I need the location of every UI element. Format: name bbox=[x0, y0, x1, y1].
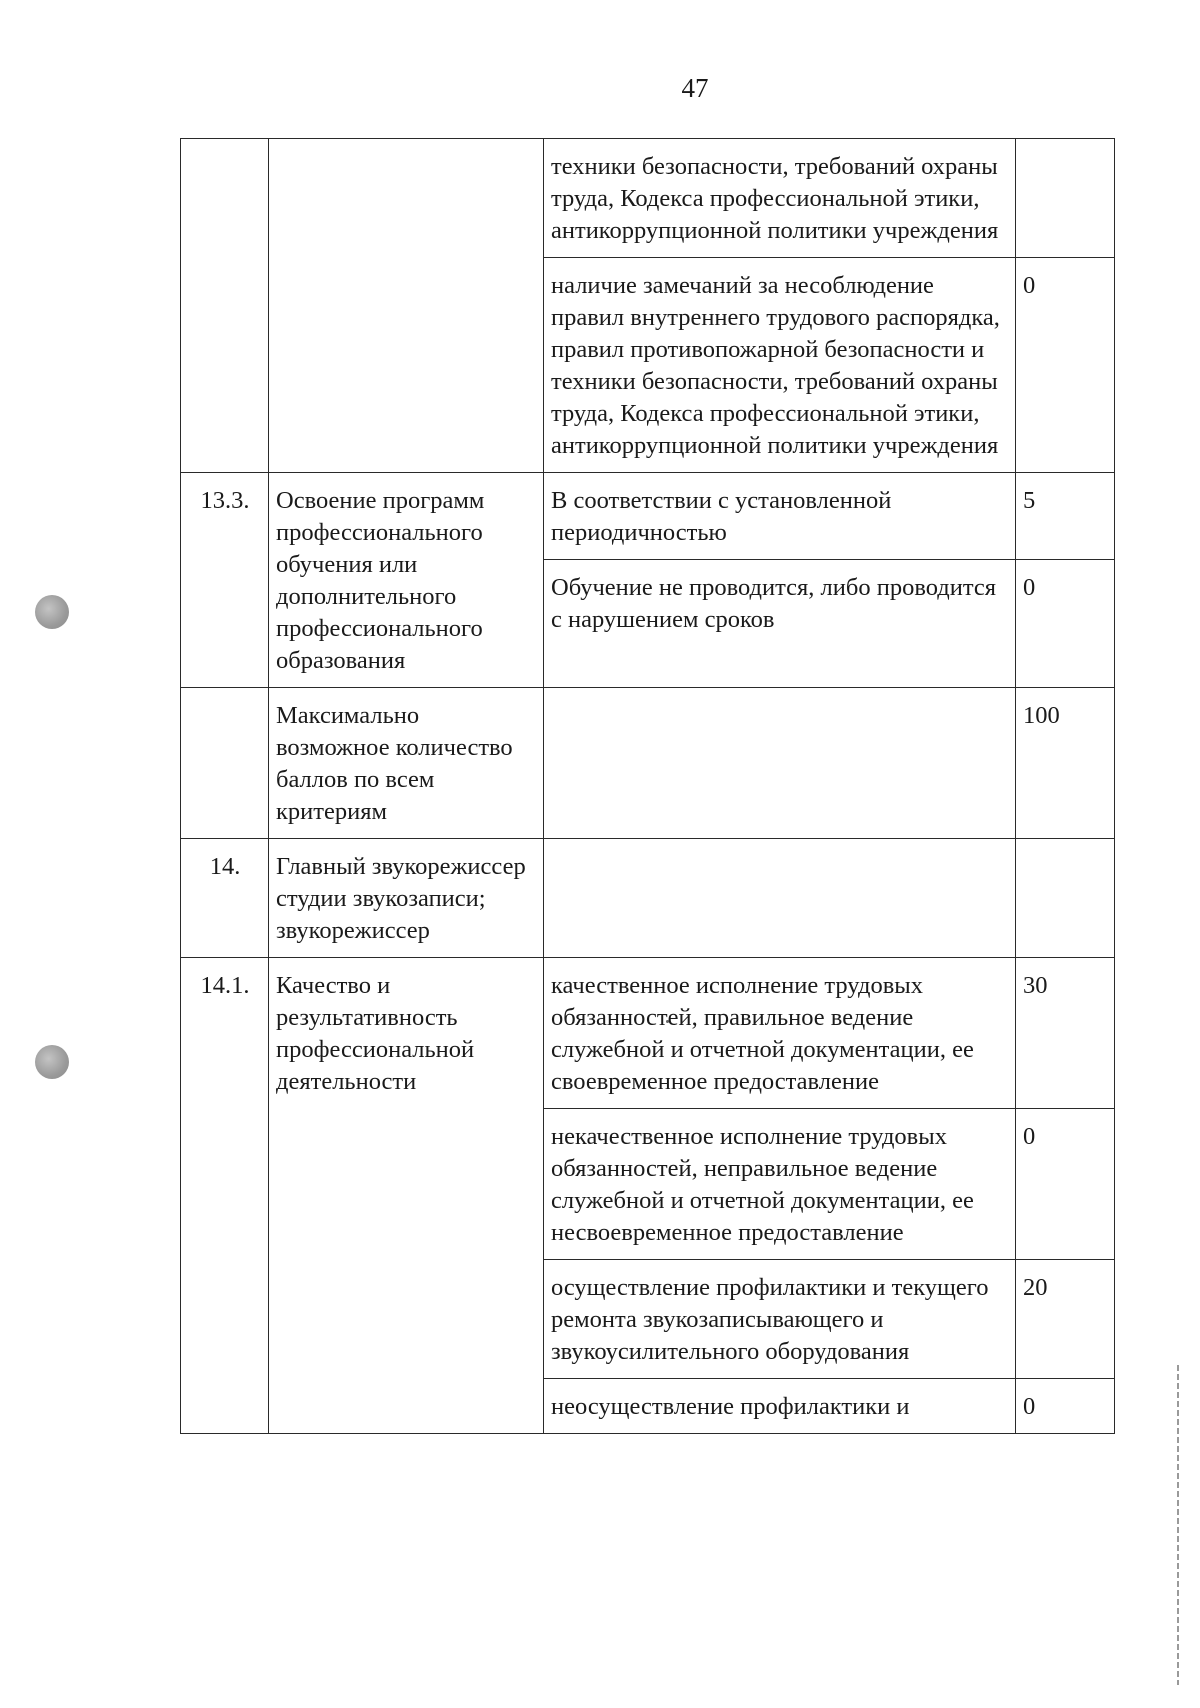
indicator-cell: Освоение программ профессионального обучения или дополнительного профессионального образования bbox=[269, 473, 544, 688]
points-cell: 0 bbox=[1016, 560, 1115, 688]
table-row bbox=[181, 839, 1115, 958]
table-row bbox=[181, 958, 1115, 1109]
criterion-cell: В соответствии с установленной периодичностью bbox=[544, 473, 1016, 560]
criterion-cell: Обучение не проводится, либо проводится с нарушением сроков bbox=[544, 560, 1016, 688]
points-cell: 100 bbox=[1016, 688, 1115, 839]
points-cell: 20 bbox=[1016, 1260, 1115, 1379]
indicator-cell: Максимально возможное количество баллов по всем критериям bbox=[269, 688, 544, 839]
points-cell: 30 bbox=[1016, 958, 1115, 1109]
criterion-cell: некачественное исполнение трудовых обязанностей, неправильное ведение служебной и отчетной документации, ее несвоевременное предоставление bbox=[544, 1109, 1016, 1260]
indicator-cell: Качество и результативность профессиональной деятельности bbox=[269, 958, 544, 1434]
number-cell bbox=[181, 139, 269, 473]
criterion-cell bbox=[544, 688, 1016, 839]
points-cell bbox=[1016, 139, 1115, 258]
criterion-cell: осуществление профилактики и текущего ремонта звукозаписывающего и звукоусилительного оборудования bbox=[544, 1260, 1016, 1379]
punch-hole-upper bbox=[35, 595, 69, 629]
points-cell: 5 bbox=[1016, 473, 1115, 560]
criteria-table bbox=[180, 138, 1115, 1434]
criterion-cell bbox=[544, 839, 1016, 958]
number-cell bbox=[181, 688, 269, 839]
scan-edge-artifact bbox=[1177, 1365, 1179, 1685]
number-cell: 14.1. bbox=[181, 958, 269, 1434]
table-row bbox=[181, 688, 1115, 839]
points-cell: 0 bbox=[1016, 258, 1115, 473]
criterion-cell: качественное исполнение трудовых обязанностей, правильное ведение служебной и отчетной документации, ее своевременное предоставление bbox=[544, 958, 1016, 1109]
table-row bbox=[181, 473, 1115, 560]
points-cell: 0 bbox=[1016, 1109, 1115, 1260]
table-row bbox=[181, 139, 1115, 258]
criterion-cell: наличие замечаний за несоблюдение правил внутреннего трудового распорядка, правил противопожарной безопасности и техники безопасности, требований охраны труда, Кодекса профессиональной этики, антикоррупционной политики учреждения bbox=[544, 258, 1016, 473]
page-number: 47 bbox=[681, 73, 709, 103]
number-cell: 13.3. bbox=[181, 473, 269, 688]
points-cell bbox=[1016, 839, 1115, 958]
indicator-cell: Главный звукорежиссер студии звукозаписи; звукорежиссер bbox=[269, 839, 544, 958]
number-cell: 14. bbox=[181, 839, 269, 958]
criterion-cell: неосуществление профилактики и bbox=[544, 1379, 1016, 1434]
punch-hole-lower bbox=[35, 1045, 69, 1079]
points-cell: 0 bbox=[1016, 1379, 1115, 1434]
criterion-cell: техники безопасности, требований охраны труда, Кодекса профессиональной этики, антикоррупционной политики учреждения bbox=[544, 139, 1016, 258]
indicator-cell bbox=[269, 139, 544, 473]
